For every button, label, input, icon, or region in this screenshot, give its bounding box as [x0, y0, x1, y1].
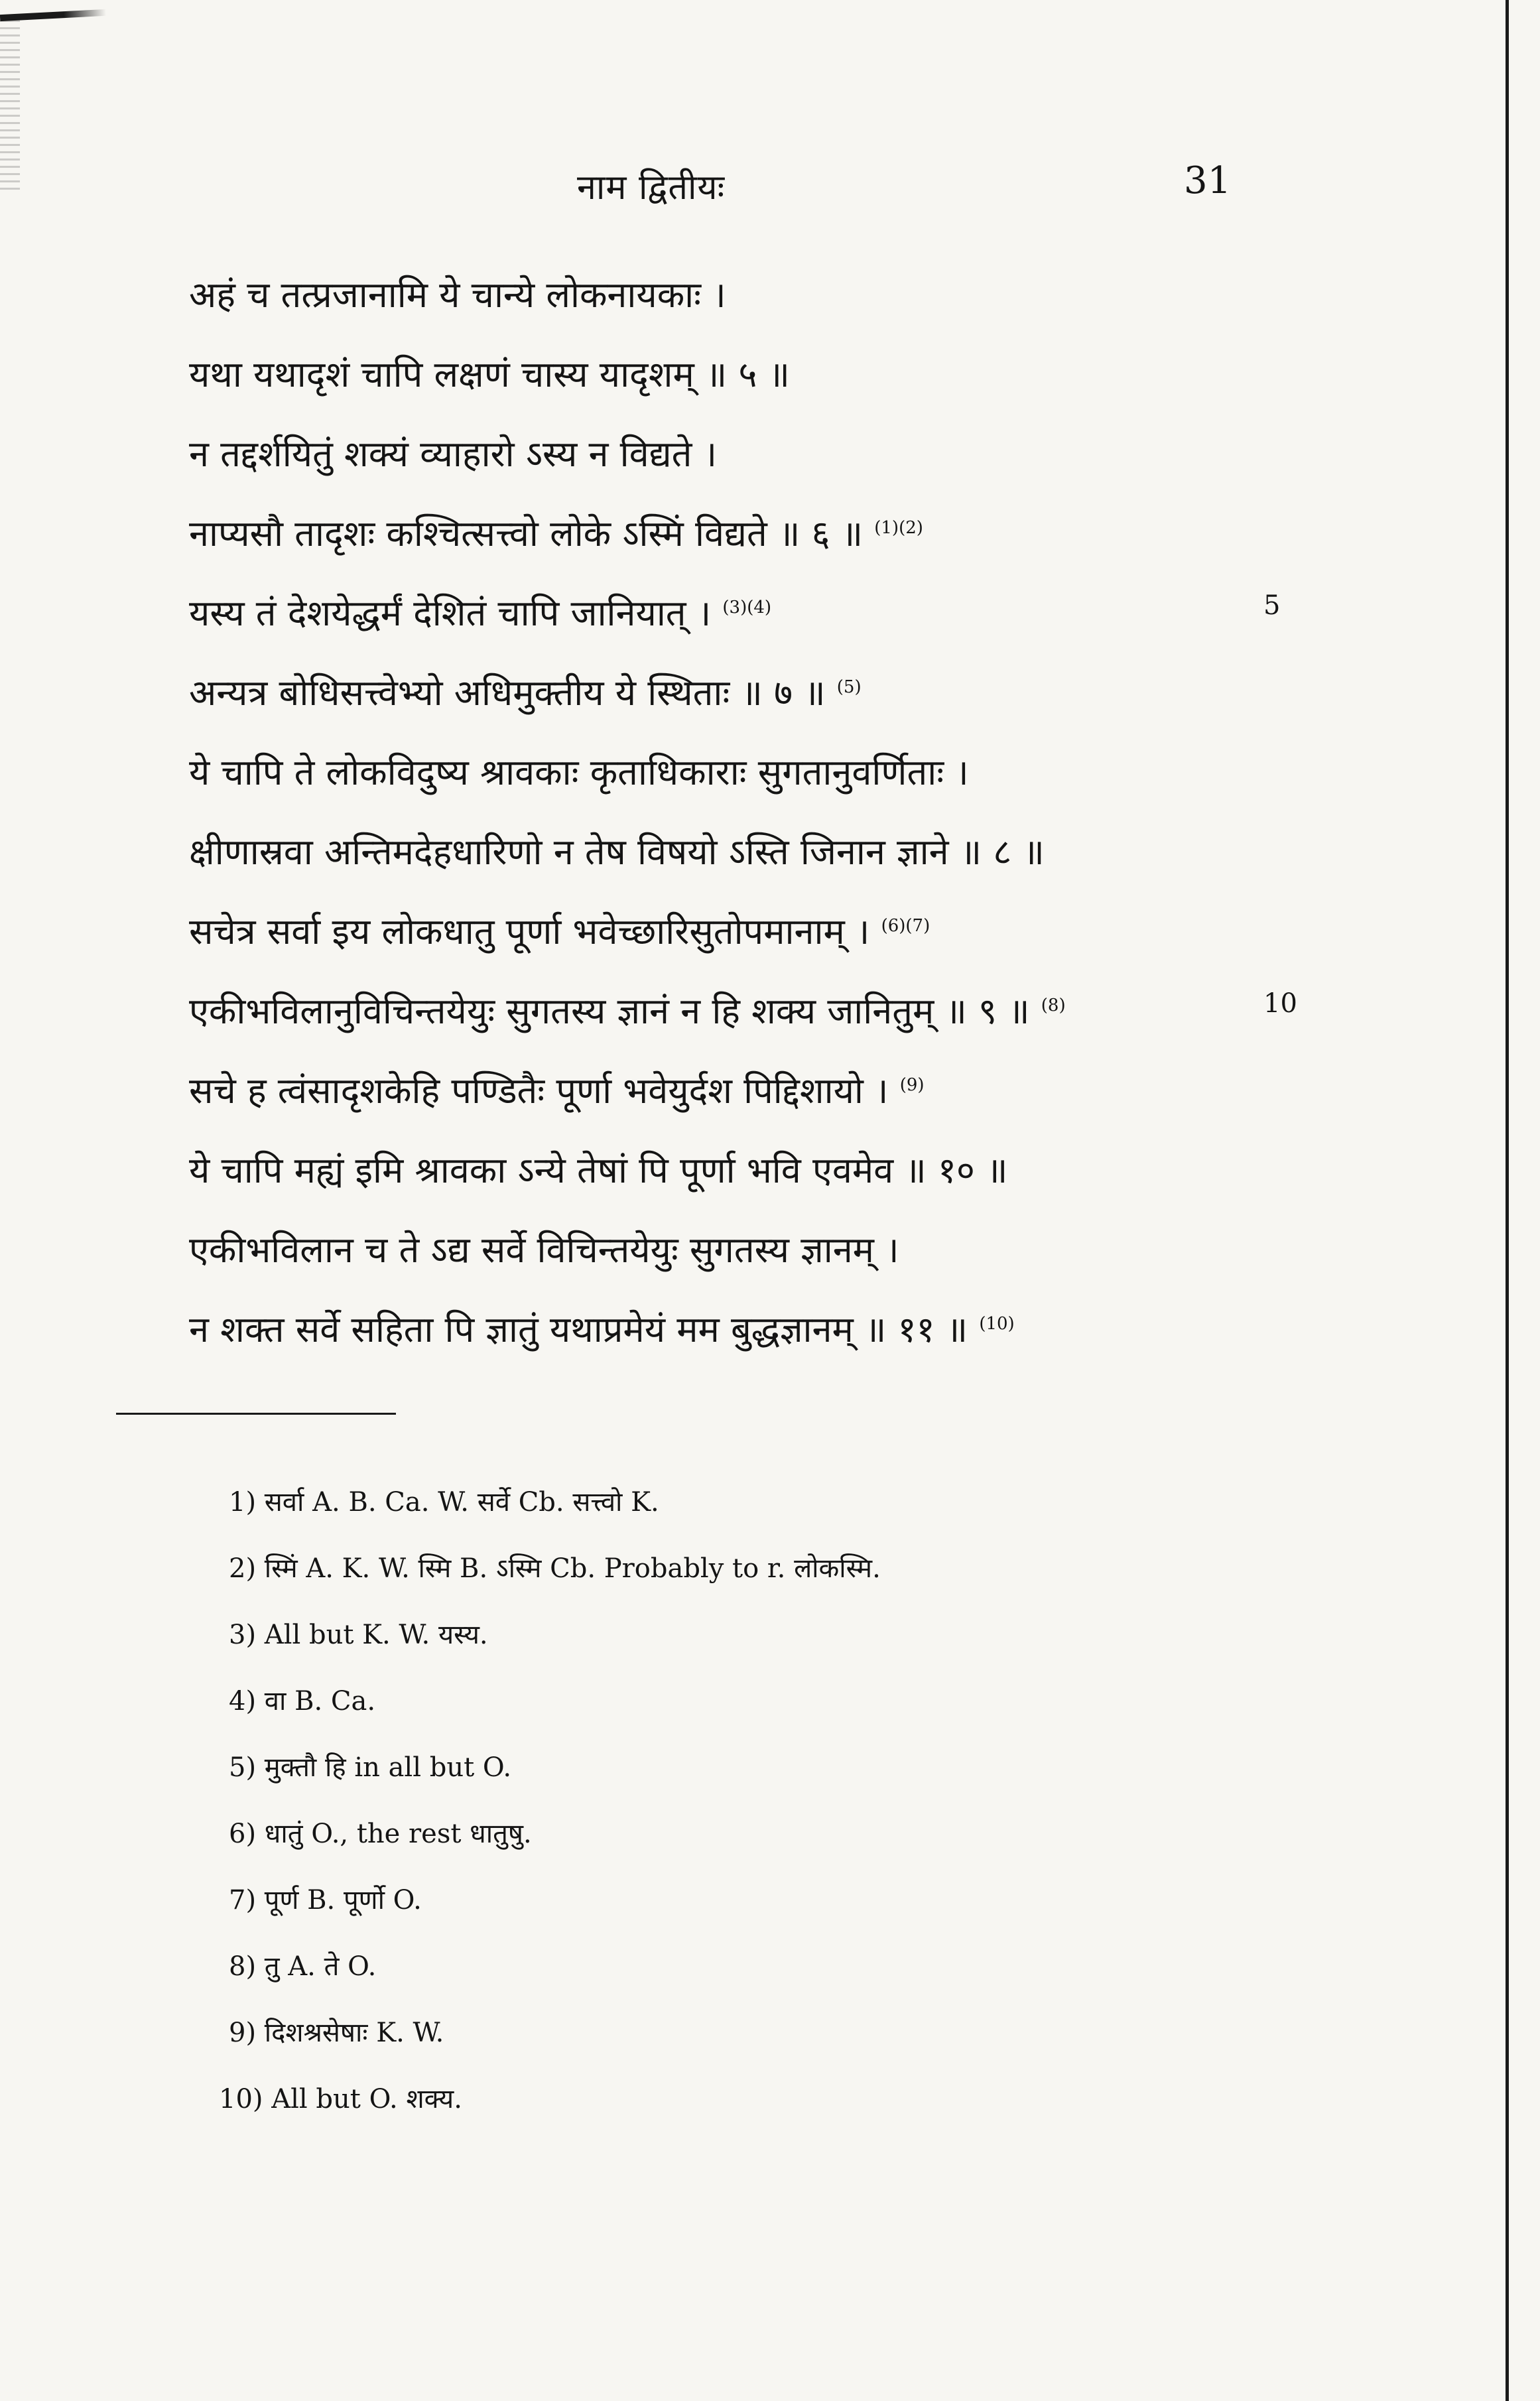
footnote-marker: (5): [836, 677, 862, 697]
verse-line: ये चापि ते लोकविदुष्य श्रावकाः कृताधिकाराः सुगतानुवर्णिताः ।: [189, 751, 969, 793]
verse-text: एकीभविलानुविचिन्तयेयुः सुगतस्य ज्ञानं न हि शक्य जानितुम् ॥ ९ ॥: [189, 990, 1030, 1032]
footnote: 4) वा B. Ca.: [229, 1686, 376, 1717]
footnote-marker: (9): [899, 1075, 925, 1095]
footnote-marker: (3): [722, 598, 747, 617]
page-edge-rule: [1506, 0, 1509, 2401]
footnote-marker: (4): [747, 598, 772, 617]
scan-edge-noise: [0, 20, 20, 192]
footnote: 9) दिशश्रसेषाः K. W.: [229, 2018, 444, 2048]
footnote: 10) All but O. शक्य.: [219, 2084, 462, 2114]
footnote: 6) धातुं O., the rest धातुषु.: [229, 1819, 532, 1849]
footnote-marker: (10): [979, 1314, 1015, 1334]
footnote-separator: [116, 1413, 396, 1415]
footnote: 5) मुक्तौ हि in all but O.: [229, 1752, 512, 1783]
verse-line: [189, 1303, 1015, 1352]
verse-line: न तद्दर्शयितुं शक्यं व्याहारो ऽस्य न विद्यते ।: [189, 433, 718, 475]
verse-text: सचेत्र सर्वा इय लोकधातु पूर्णा भवेच्छारिसुतोपमानाम् ।: [189, 911, 870, 952]
footnote-marker: (7): [905, 916, 930, 936]
footnote-marker: (8): [1041, 996, 1066, 1015]
verse-text: नाप्यसौ तादृशः कश्चित्सत्त्वो लोके ऽस्मिं विद्यते ॥ ६ ॥: [189, 513, 864, 554]
verse-line: क्षीणास्रवा अन्तिमदेहधारिणो न तेष विषयो ऽस्ति जिनान ज्ञाने ॥ ८ ॥: [189, 831, 1045, 873]
verse-line: [189, 905, 930, 954]
verse-line: एकीभविलान च ते ऽद्य सर्वे विचिन्तयेयुः सुगतस्य ज्ञानम् ।: [189, 1229, 899, 1271]
footnote: 3) All but K. W. यस्य.: [229, 1620, 488, 1650]
footnote: 7) पूर्ण B. पूर्णो O.: [229, 1885, 422, 1915]
verse-line: [189, 667, 862, 716]
verse-text: न शक्त सर्वे सहिता पि ज्ञातुं यथाप्रमेयं मम बुद्धज्ञानम् ॥ ११ ॥: [189, 1309, 968, 1350]
footnote: 8) तु A. ते O.: [229, 1951, 377, 1982]
verse-line: [189, 587, 771, 636]
verse-text: यस्य तं देशयेद्धर्मं देशितं चापि जानियात् ।: [189, 592, 712, 634]
verse-line: [189, 985, 1066, 1034]
footnote: 1) सर्वा A. B. Ca. W. सर्वे Cb. सत्त्वो K.: [229, 1487, 659, 1518]
verse-text: सचे ह त्वंसादृशकेहि पण्डितैः पूर्णा भवेयुर्दश पिद्दिशायो ।: [189, 1070, 889, 1112]
running-title: नाम द्वितीयः: [577, 168, 726, 208]
footnote: 2) स्मिं A. K. W. स्मि B. ऽस्मि Cb. Probably to r. लोकस्मि.: [229, 1553, 881, 1584]
footnote-marker: (1): [874, 518, 899, 538]
page-number: 31: [1184, 159, 1232, 202]
footnote-marker: (2): [899, 518, 923, 538]
verse-text: अन्यत्र बोधिसत्त्वेभ्यो अधिमुक्तीय ये स्थिताः ॥ ७ ॥: [189, 672, 826, 714]
verse-line: [189, 1065, 925, 1114]
verse-line: यथा यथादृशं चापि लक्षणं चास्य यादृशम् ॥ ५ ॥: [189, 354, 791, 395]
margin-line-number: 5: [1263, 590, 1281, 621]
verse-line: ये चापि मह्यं इमि श्रावका ऽन्ये तेषां पि पूर्णा भवि एवमेव ॥ १० ॥: [189, 1149, 1008, 1191]
margin-line-number: 10: [1263, 988, 1297, 1019]
footnote-marker: (6): [881, 916, 906, 936]
verse-line: [189, 507, 923, 556]
verse-line: अहं च तत्प्रजानामि ये चान्ये लोकनायकाः ।: [189, 274, 726, 316]
